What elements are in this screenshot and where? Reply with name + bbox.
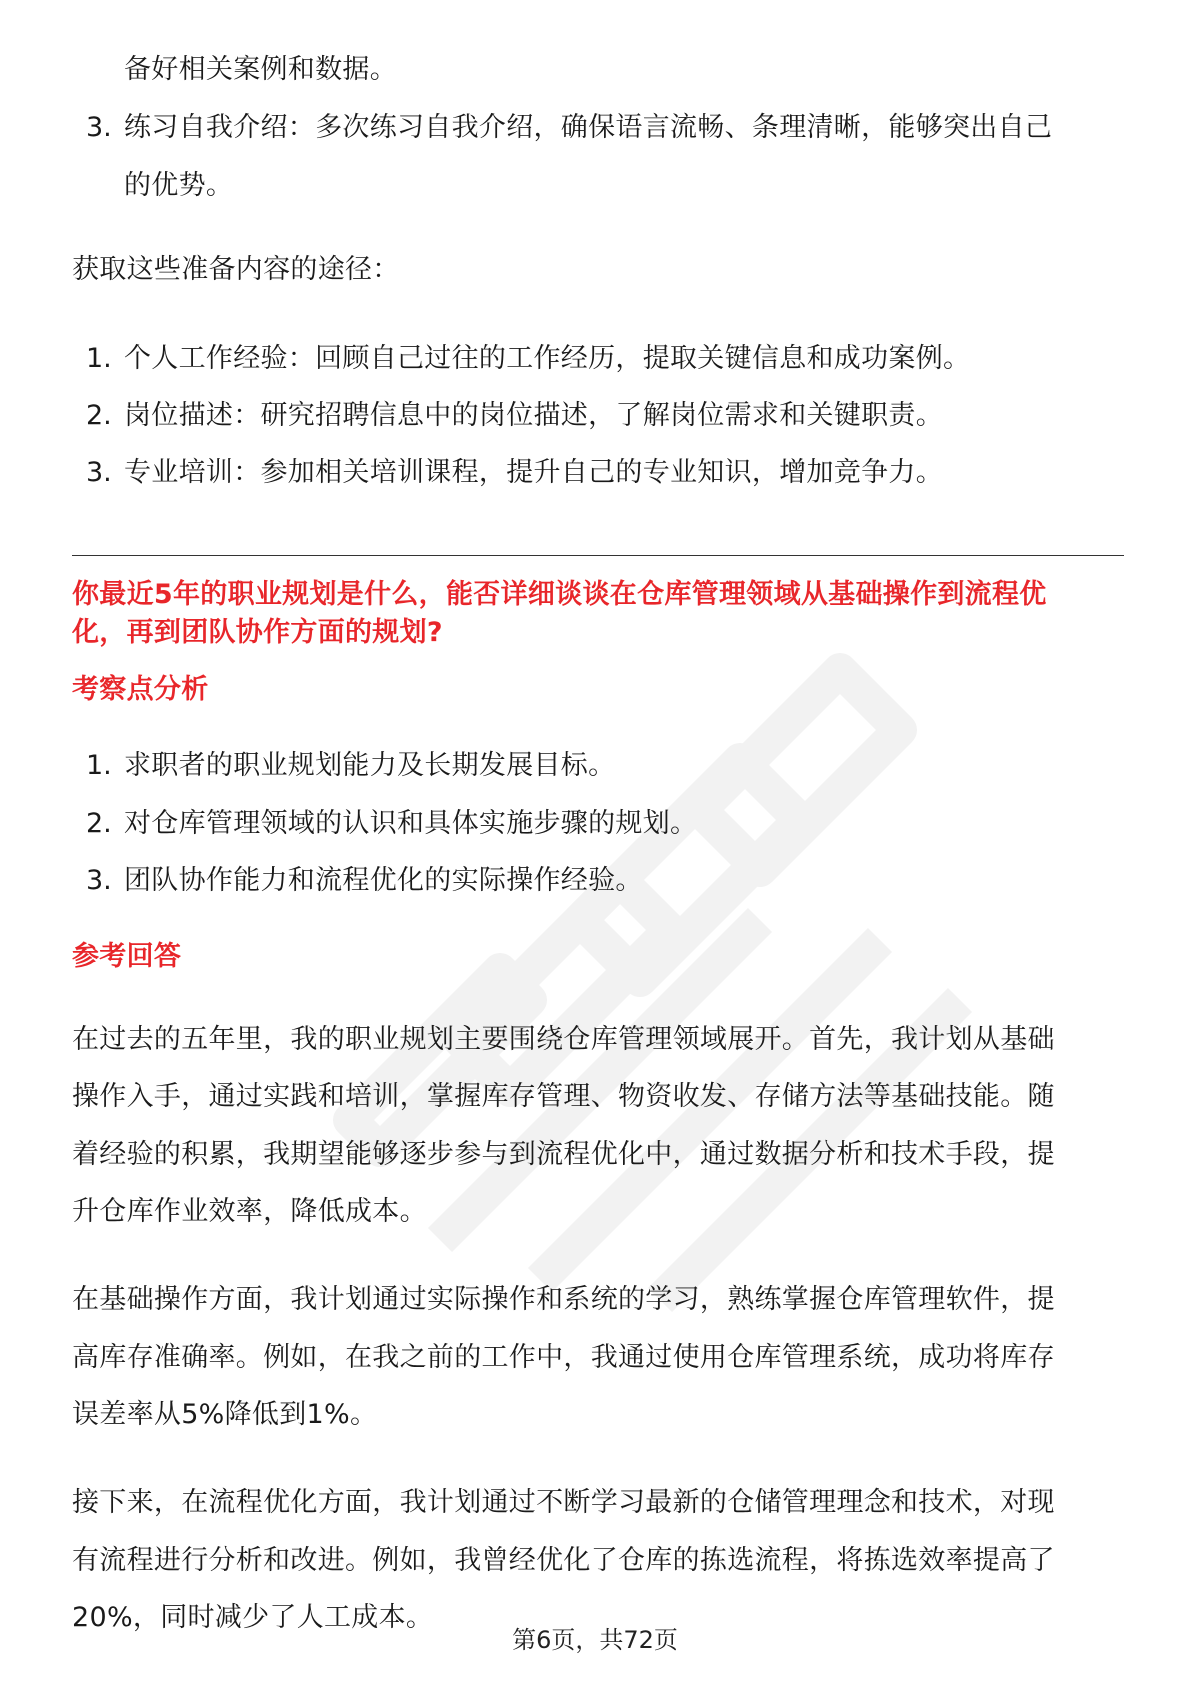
answer-heading: 参考回答 [72,941,182,972]
answer-paragraph-line: 误差率从5%降低到1%。 [72,1399,378,1430]
answer-paragraph-line: 有流程进行分析和改进。例如，我曾经优化了仓库的拣选流程，将拣选效率提高了 [72,1545,1055,1576]
section-divider [72,555,1124,556]
list-item-text: 专业培训：参加相关培训课程，提升自己的专业知识，增加竞争力。 [124,457,943,488]
list-item-text: 团队协作能力和流程优化的实际操作经验。 [124,865,643,896]
list-item-continuation: 备好相关案例和数据。 [124,54,397,85]
answer-paragraph-line: 在过去的五年里，我的职业规划主要围绕仓库管理领域展开。首先，我计划从基础 [72,1024,1055,1055]
list-item-number: 2. [86,808,112,839]
answer-paragraph-line: 高库存准确率。例如，在我之前的工作中，我通过使用仓库管理系统，成功将库存 [72,1342,1055,1373]
answer-paragraph-line: 20%，同时减少了人工成本。 [72,1602,434,1633]
list-item-text: 对仓库管理领域的认识和具体实施步骤的规划。 [124,808,698,839]
list-item-number: 3. [86,865,112,896]
list-item-number: 1. [86,750,112,781]
page-footer: 第6页，共72页 [512,1626,678,1654]
list-item-number: 3. [86,112,112,143]
list-item-number: 3. [86,457,112,488]
list-item-number: 2. [86,400,112,431]
question-title-line2: 化，再到团队协作方面的规划? [72,617,443,648]
list-item-text-continued: 的优势。 [124,170,234,201]
analysis-heading: 考察点分析 [72,674,209,705]
list-item-text: 练习自我介绍：多次练习自我介绍，确保语言流畅、条理清晰，能够突出自己 [124,112,1053,143]
answer-paragraph-line: 接下来，在流程优化方面，我计划通过不断学习最新的仓储管理理念和技术，对现 [72,1487,1055,1518]
list-item-text: 岗位描述：研究招聘信息中的岗位描述，了解岗位需求和关键职责。 [124,400,943,431]
question-title-line1: 你最近5年的职业规划是什么，能否详细谈谈在仓库管理领域从基础操作到流程优 [72,579,1047,610]
list-item-text: 个人工作经验：回顾自己过往的工作经历，提取关键信息和成功案例。 [124,343,971,374]
answer-paragraph-line: 升仓库作业效率，降低成本。 [72,1196,427,1227]
answer-paragraph-line: 着经验的积累，我期望能够逐步参与到流程优化中，通过数据分析和技术手段，提 [72,1139,1055,1170]
list-item-number: 1. [86,343,112,374]
sources-heading: 获取这些准备内容的途径： [72,254,400,285]
answer-paragraph-line: 在基础操作方面，我计划通过实际操作和系统的学习，熟练掌握仓库管理软件，提 [72,1284,1055,1315]
answer-paragraph-line: 操作入手，通过实践和培训，掌握库存管理、物资收发、存储方法等基础技能。随 [72,1081,1055,1112]
list-item-text: 求职者的职业规划能力及长期发展目标。 [124,750,616,781]
